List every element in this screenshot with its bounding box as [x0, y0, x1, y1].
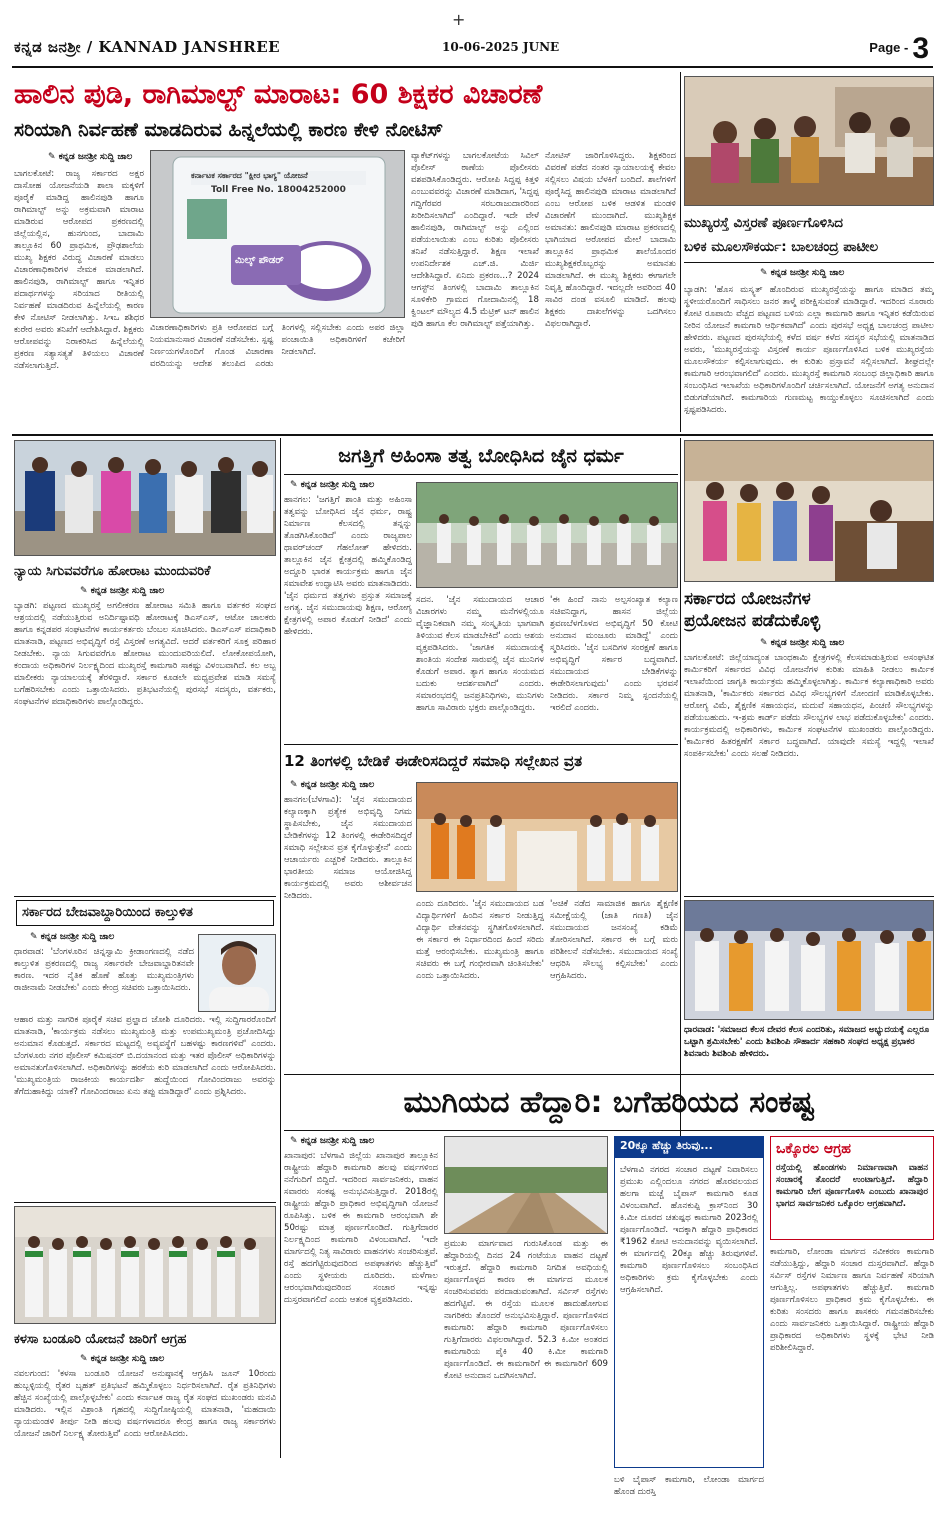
- left-low-body-top: ಧಾರವಾಡ: 'ಬೆಂಗಳೂರಿನ ಚಿನ್ನಸ್ವಾಮಿ ಕ್ರೀಡಾಂಗಣದಲ್ಲಿ ನಡೆದ ಕಾಲ್ತುಳಿತ ಪ್ರಕರಣದಲ್ಲಿ ರಾಜ್ಯ ಸರ್ಕಾರವೇ ಬೇಜವಾಬ್ದಾರಿತನವೇ ಕಾರಣ. ಇದರ ನೈತಿಕ ಹೊಣೆ ಹೊತ್ತು ಮುಖ್ಯಮಂತ್ರಿಗಳು ರಾಜೀನಾಮೆ ನೀಡಬೇಕು' ಎಂದು ಕೇಂದ್ರ ಸಚಿವರು ಒತ್ತಾಯಿಸಿದರು.: [14, 947, 194, 993]
- sidebox-intro: ರಸ್ತೆಯಲ್ಲಿ ಹೊಂಡಗಳು ನಿರ್ಮಾಣವಾಗಿ ವಾಹನ ಸಂಚಾರಕ್ಕೆ ತೊಂದರೆ ಉಂಟಾಗುತ್ತಿದೆ. ಹೆದ್ದಾರಿ ಕಾಮಗಾರಿ ಬೇಗ ಪೂರ್ಣಗೊಳಿಸಿ ಎಂಬುದು ಖಾನಾಪುರ ಭಾಗದ ಸಾರ್ವಜನಿಕರ ಒಕ್ಕೊರಲ ಆಗ್ರಹವಾಗಿದೆ.: [776, 1163, 928, 1209]
- bottom-headline: ಮುಗಿಯದ ಹೆದ್ದಾರಿ: ಬಗೆಹರಿಯದ ಸಂಕಷ್ಟ: [403, 1085, 815, 1120]
- left-low-body: ಆಹಾರ ಮತ್ತು ನಾಗರಿಕ ಪೂರೈಕೆ ಸಚಿವ ಪ್ರಲ್ಹಾದ ಜೋಶಿ ದೂರಿದರು. ಇಲ್ಲಿ ಸುದ್ದಿಗಾರರೊಂದಿಗೆ ಮಾತನಾಡಿ, 'ಕಾರ್ಯಕ್ರಮ ನಡೆಸಲು ಮುಖ್ಯಮಂತ್ರಿ ಮತ್ತು ಉಪಮುಖ್ಯಮಂತ್ರಿ ಪ್ರಚೋದಿಸಿದ್ದು ಅನುಮಾನ ಕೊಡುತ್ತದೆ. ಸರ್ಕಾರದ ಮಟ್ಟದಲ್ಲಿ ಅವ್ಯವಸ್ಥೆಗೆ ಬಹಳಷ್ಟು ಕಾರಣಗಳಿವೆ' ಎಂದರು. ಬೆಂಗಳೂರು ನಗರ ಪೊಲೀಸ್ ಕಮಿಷನರ್ ಬಿ.ದಯಾನಂದ ಮತ್ತು ಇತರ ಪೊಲೀಸ್ ಅಧಿಕಾರಿಗಳನ್ನು ಅಮಾನತುಗೊಳಿಸಲಾಗಿದೆ. ಅಧಿಕಾರಿಗಳನ್ನು ಹರಕೆಯ ಕುರಿ ಮಾಡಲಾಗಿದೆ ಎಂದು ಆರೋಪಿಸಿದರು. 'ಮುಖ್ಯಮಂತ್ರಿಯ ರಾಜಕೀಯ ಕಾರ್ಯದರ್ಶಿ ಹುದ್ದೆಯಿಂದ ಗೋವಿಂದರಾಜು ಅವರನ್ನು ತೆಗೆದುಹಾಕಿದ್ದು ಯಾಕೆ? ಗೋವಿಂದರಾಜು ಏನು ತಪ್ಪು ಮಾಡಿದ್ದಾರೆ' ಎಂದು ಪ್ರಶ್ನಿಸಿದರು.: [14, 1015, 276, 1097]
- sidebox-body: ಕಾಮಗಾರಿ, ಲೋಂಡಾ ಮಾರ್ಗದ ನವೀಕರಣ ಕಾಮಗಾರಿ ನಡೆಯುತ್ತಿದ್ದು, ಹೆದ್ದಾರಿ ಸಂಚಾರ ದುಸ್ತರವಾಗಿದೆ. ಹೆದ್ದಾರಿ ಸರ್ವಿಸ್ ರಸ್ತೆಗಳ ನಿರ್ಮಾಣ ಹಾಗೂ ನಿರ್ವಹಣೆ ಸರಿಯಾಗಿ ಆಗುತ್ತಿಲ್ಲ. ಅಪಘಾತಗಳು ಹೆಚ್ಚುತ್ತಿವೆ. ಕಾಮಗಾರಿ ಪೂರ್ಣಗೊಳಿಸಲು ಪ್ರಾಧಿಕಾರ ಕ್ರಮ ಕೈಗೊಳ್ಳಬೇಕು. ಈ ಕುರಿತು ಸಂಸದರು ಹಾಗೂ ಶಾಸಕರು ಗಮನಹರಿಸಬೇಕು ಎಂದು ಸಾರ್ವಜನಿಕರು ಒತ್ತಾಯಿಸಿದ್ದಾರೆ. ರಾಷ್ಟ್ರೀಯ ಹೆದ್ದಾರಿ ಪ್ರಾಧಿಕಾರದ ಅಧಿಕಾರಿಗಳು ಸ್ಥಳಕ್ಕೆ ಭೇಟಿ ನೀಡಿ ಪರಿಶೀಲಿಸಿದ್ದಾರೆ.: [770, 1247, 934, 1353]
- center-low-headline: 12 ತಿಂಗಳಲ್ಲಿ ಬೇಡಿಕೆ ಈಡೇರಿಸದಿದ್ದರೆ ಸಮಾಧಿ ಸಲ್ಲೇಖನ ವ್ರತ: [284, 752, 583, 770]
- side-top-body: ಬ್ಯಾಡಗಿ: 'ಹೊಸ ಮಸ್ಕ್ಯತ್ ಹೊಂದಿರುವ ಮುಖ್ಯರಸ್ತೆಯನ್ನು ಹಾಗೂ ಮಾಡಿದ ತಮ್ಮ ಸ್ಥಳೀಯರೊಂದಿಗೆ ಸಾಧಿಸಲು ಜನರ ತಾಳ್ಮೆ ಪರೀಕ್ಷಿಸುವಂತೆ ಮಾಡಿದ್ದಾರೆ. ಇದರಿಂದ ನೂರಾರು ಕೋಟಿ ರೂಪಾಯಿ ವೆಚ್ಚದ ಪಟ್ಟಣದ ಬಳಿಯ ಎಲ್ಲಾ ಕಾಮಗಾರಿ ಹಾಗೂ ಇನ್ನಿತರ ಕಡೆಯಿರುವ ನೀರಿನ ಯೋಜನೆ ಕಾಮಗಾರಿ ಆರ್ಥಿಕವಾಗಿದೆ' ಎಂದು ಪುರಸಭೆ ಅಧ್ಯಕ್ಷ ಬಾಲಚಂದ್ರ ಪಾಟೀಲ ಹೇಳಿದರು. ಪಟ್ಟಣದ ಪುರಸಭೆಯಲ್ಲಿ ಕಳೆದ ವರ್ಷ ಕಳೆದ ಸದಸ್ಯರ ಸಭೆಯಲ್ಲಿ ಮಾತನಾಡಿದ ಅವರು, 'ಮುಖ್ಯರಸ್ತೆಯನ್ನು ವಿಸ್ತರಣೆ ಕಾರ್ಯ ಪೂರ್ಣಗೊಳಿಸಿದ ಬಳಿಕ ಮುಖ್ಯರಸ್ತೆಯ ಮೂಲಸೌಕರ್ಯ ಕಲ್ಪಿಸಲಾಗುವುದು. ಈ ಕುರಿತು ಪ್ರಸ್ತಾವನೆ ಸಲ್ಲಿಸಲಾಗಿದೆ. ಶೀಘ್ರದಲ್ಲೇ ಕಾಮಗಾರಿ ಆರಂಭವಾಗಲಿದೆ' ಎಂದರು. ಮುಖ್ಯರಸ್ತೆ ಕಾಮಗಾರಿ ಸಂಬಂಧ ಜಿಲ್ಲಾಧಿಕಾರಿ ಹಾಗೂ ಸಂಬಂಧಿಸಿದ ಇಲಾಖೆಯ ಅಧಿಕಾರಿಗಳೊಂದಿಗೆ ಚರ್ಚಿಸಲಾಗಿದೆ. ಯೋಜನೆಗೆ ಅಗತ್ಯ ಅನುದಾನ ಬಿಡುಗಡೆಯಾಗಿದೆ. ಕಾಮಗಾರಿಯ ಗುಣಮಟ್ಟ ಕಾಯ್ದುಕೊಳ್ಳಲು ಸೂಚಿಸಲಾಗಿದೆ ಎಂದು ಸ್ಪಷ್ಟಪಡಿಸಿದರು.: [684, 285, 934, 415]
- procession-photo: [416, 482, 678, 588]
- bottom-column-1: ಖಾನಾಪುರ: ಬೆಳಗಾವಿ ಜಿಲ್ಲೆಯ ಖಾನಾಪುರ ತಾಲ್ಲೂಕಿನ ರಾಷ್ಟ್ರೀಯ ಹೆದ್ದಾರಿ ಕಾಮಗಾರಿ ಹಲವು ವರ್ಷಗಳಿಂದ ನನೆಗುದಿಗೆ ಬಿದ್ದಿದೆ. ಇದರಿಂದ ಸಾರ್ವಜನಿಕರು, ವಾಹನ ಸವಾರರು ಸಂಕಷ್ಟ ಅನುಭವಿಸುತ್ತಿದ್ದಾರೆ. 2018ರಲ್ಲಿ ರಾಷ್ಟ್ರೀಯ ಹೆದ್ದಾರಿ ಪ್ರಾಧಿಕಾರ ಅಭಿವೃದ್ಧಿಗಾಗಿ ಯೋಜನೆ ರೂಪಿಸಿತ್ತು. ಬಳಿಕ ಈ ಕಾಮಗಾರಿ ಆರಂಭವಾಗಿ ಶೇ 50ರಷ್ಟು ಮಾತ್ರ ಪೂರ್ಣಗೊಂಡಿದೆ. ಗುತ್ತಿಗೆದಾರರ ನಿರ್ಲಕ್ಷ್ಯದಿಂದ ಕಾಮಗಾರಿ ವಿಳಂಬವಾಗಿದೆ. 'ಇದೇ ಮಾರ್ಗದಲ್ಲಿ ನಿತ್ಯ ಸಾವಿರಾರು ವಾಹನಗಳು ಸಂಚರಿಸುತ್ತವೆ. ರಸ್ತೆ ಹದಗೆಟ್ಟಿರುವುದರಿಂದ ಅಪಘಾತಗಳು ಹೆಚ್ಚುತ್ತಿವೆ' ಎಂದು ಸ್ಥಳೀಯರು ದೂರಿದರು. ಮಳೆಗಾಲ ಆರಂಭವಾಗಿರುವುದರಿಂದ ಸಂಚಾರ ಇನ್ನಷ್ಟು ದುಸ್ತರವಾಗಲಿದೆ ಎಂದು ಆತಂಕ ವ್ಯಕ್ತಪಡಿಸಿದರು.: [284, 1151, 438, 1305]
- lead-column-4: ನೋಟಿಸ್ ಜಾರಿಗೊಳಿಸಿದ್ದರು. ಶಿಕ್ಷಕರಿಂದ ವಿವರಣೆ ಪಡೆದ ನಂತರ ನ್ಯಾಯಾಲಯಕ್ಕೆ ಕೇವಲ ಸಲ್ಲಿಸಲು ವಿಷಯ ಬೆಳಕಿಗೆ ಬಂದಿದೆ. ಶಾಲೆಗಳಿಗೆ ಪೂರೈಸಿದ್ದ ಹಾಲಿನಪುಡಿ ಮಾರಾಟ ಮಾಡಲಾಗಿದೆ ಎಂಬ ಆರೋಪ ಬಳಿಕ ಆಡಳಿತ ಮಂಡಳಿ ವಿಚಾರಣೆಗೆ ಮುಂದಾಗಿದೆ. ಮುಖ್ಯಶಿಕ್ಷಕ ಅಮಾನತು: ಹಾಲಿನಪುಡಿ ಮಾರಾಟ ಪ್ರಕರಣದಲ್ಲಿ ಭಾಗಿಯಾದ ಆರೋಪದ ಮೇಲೆ ಬಾದಾಮಿ ತಾಲ್ಲೂಕಿನ ಪ್ರಾಥಮಿಕ ಶಾಲೆಯೊಂದರ ಮುಖ್ಯಶಿಕ್ಷಕರೊಬ್ಬರನ್ನು ಅಮಾನತು ಮಾಡಲಾಗಿದೆ. ಈ ಮುಖ್ಯ ಶಿಕ್ಷಕರು ಈಗಾಗಲೇ ನಿವೃತ್ತಿ ಹೊಂದಿದ್ದಾರೆ. ಇದಲ್ಲದೇ ಅವರಿಂದ 40 ಸಾವಿರ ದಂಡ ವಸೂಲಿ ಮಾಡಿದೆ. ಹಲವು ಶಿಕ್ಷಕರು ದಾಖಲೆಗಳನ್ನು ಒದಗಿಸಲು ವಿಫಲರಾಗಿದ್ದಾರೆ.: [545, 151, 676, 329]
- left-mid-body: ಬ್ಯಾಡಗಿ: ಪಟ್ಟಣದ ಮುಖ್ಯರಸ್ತೆ ಅಗಲೀಕರಣ ಹೋರಾಟ ಸಮಿತಿ ಹಾಗೂ ವರ್ತಕರ ಸಂಘದ ಆಶ್ರಯದಲ್ಲಿ ನಡೆಯುತ್ತಿರುವ ಅನಿರ್ದಿಷ್ಟಾವಧಿ ಹೋರಾಟಕ್ಕೆ ಡಿಎಸ್‌ಎಸ್, ಆಟೋ ಚಾಲಕರು ಹಾಗೂ ಕನ್ನಡಪರ ಸಂಘಟನೆಗಳ ಕಾರ್ಯಕರ್ತರು ಬೆಂಬಲ ಸೂಚಿಸಿದರು. ಡಿಎಸ್‌ಎಸ್ ಪದಾಧಿಕಾರಿ ಮಾತನಾಡಿ, ಪಟ್ಟಣದ ಅಭಿವೃದ್ಧಿಗೆ ರಸ್ತೆ ವಿಸ್ತರಣೆ ಅಗತ್ಯವಿದೆ. ಆದರೆ ವರ್ತಕರಿಗೆ ಸೂಕ್ತ ಪರಿಹಾರ ನೀಡಬೇಕು. ನ್ಯಾಯ ಸಿಗುವವರೆಗೂ ಹೋರಾಟ ಮುಂದುವರಿಯಲಿದೆ. ಲೋಕೋಪಯೋಗಿ, ಕಂದಾಯ ಅಧಿಕಾರಿಗಳ ನಿರ್ಲಕ್ಷ್ಯದಿಂದ ಮುಖ್ಯರಸ್ತೆ ಕಾಮಗಾರಿ ಸಾಕಷ್ಟು ವಿಳಂಬವಾಗಿದೆ. ಕಲ ಅಬ್ಬ ಮಾಲೀಕರು ನ್ಯಾಯಾಲಯಕ್ಕೆ ತೆರಳಿದ್ದಾರೆ. ಸರ್ಕಾರ ಕೂಡಲೇ ಮಧ್ಯಪ್ರವೇಶ ಮಾಡಿ ಸಮಸ್ಯೆ ಬಗೆಹರಿಸಬೇಕು ಎಂದು ಒತ್ತಾಯಿಸಿದರು. ಪ್ರತಿಭಟನೆಯಲ್ಲಿ ಪುರಸಭೆ ಸದಸ್ಯರು, ವರ್ತಕರು, ಸಂಘಟನೆಗಳ ಪದಾಧಿಕಾರಿಗಳು ಪಾಲ್ಗೊಂಡಿದ್ದರು.: [14, 601, 276, 707]
- milk-powder-packet-photo: [150, 150, 405, 318]
- registration-mark: +: [452, 10, 466, 29]
- farmers-group-illustration: [15, 1207, 276, 1324]
- lamp-lighting-photo: [684, 900, 934, 1020]
- center-rule-2: [284, 744, 678, 745]
- procession-illustration: [417, 483, 678, 588]
- lead-headline: ಹಾಲಿನ ಪುಡಿ, ರಾಗಿಮಾಲ್ಟ್ ಮಾರಾಟ: 60 ಶಿಕ್ಷಕರ ವಿಚಾರಣೆ: [14, 79, 543, 110]
- newspaper-brand: ಕನ್ನಡ ಜನಶ್ರೀ / KANNAD JANSHREE: [14, 38, 281, 56]
- minister-portrait-illustration: [199, 935, 276, 1012]
- masthead-rule: [12, 66, 933, 68]
- right-mid-headline-1: ಸರ್ಕಾರದ ಯೋಜನೆಗಳ: [684, 589, 811, 609]
- side-top-rule: [684, 262, 934, 263]
- infobox-footer: ಬಳಿ ಬೈಪಾಸ್ ಕಾಮಗಾರಿ, ಲೋಂಡಾ ಮಾರ್ಗದ ಹೊಂಡ ದುರಸ್ತಿ: [614, 1475, 764, 1497]
- masthead: [12, 32, 933, 65]
- lamp-photo-caption: ಧಾರವಾಡ: 'ಸಮಾಜದ ಕೆಲಸ ದೇವರ ಕೆಲಸ ಎಂದರಿತು, ಸಮಾಜದ ಅಭ್ಯುದಯಕ್ಕೆ ಎಲ್ಲರೂ ಒಟ್ಟಾಗಿ ಶ್ರಮಿಸಬೇಕು' ಎಂದು ಶಿವಶಿಂಪಿ ಸೌಹಾರ್ದ ಸಹಕಾರಿ ಸಂಘದ ಅಧ್ಯಕ್ಷ ಪ್ರಭಾಕರ ಶಿವನಾರು ಶಿವಶಿಂಪಿ ಹೇಳಿದರು.: [684, 1025, 930, 1059]
- bottom-headline-rule: [284, 1130, 934, 1131]
- left-bottom-headline: ಕಳಸಾ ಬಂಡೂರಿ ಯೋಜನೆ ಜಾರಿಗೆ ಆಗ್ರಹ: [14, 1332, 187, 1347]
- infobox-title: 20ಕ್ಕೂ ಹೆಚ್ಚು ತಿರುವು...: [620, 1139, 713, 1152]
- labour-camp-photo: [684, 440, 934, 582]
- left-low-headline: ಸರ್ಕಾರದ ಬೇಜವಾಬ್ದಾರಿಯಿಂದ ಕಾಲ್ತುಳಿತ: [22, 905, 193, 920]
- farmers-group-photo: [14, 1206, 276, 1324]
- protest-photo: [14, 440, 276, 556]
- bottom-byline: ✎ ಕನ್ನಡ ಜನಶ್ರೀ ಸುದ್ದಿ ಜಾಲ: [290, 1136, 374, 1146]
- center-low-column-2: ಎಂದು ದೂರಿದರು. 'ಜೈನ ಸಮುದಾಯದ ಬಡ ವಿದ್ಯಾರ್ಥಿಗಳಿಗೆ ಹಿಂದಿನ ಸರ್ಕಾರ ನೀಡುತ್ತಿದ್ದ ವಿದ್ಯಾರ್ಥಿ ವೇತನವನ್ನು ಸ್ಥಗಿತಗೊಳಿಸಲಾಗಿದೆ. ಈ ಸರ್ಕಾರ ಈ ನಿರ್ಧಾರದಿಂದ ಹಿಂದೆ ಸರಿದು ಮತ್ತೆ ಆರಂಭಿಸಬೇಕು. ಮುಖ್ಯಮಂತ್ರಿ ಹಾಗೂ ಸಚಿವರು ಈ ಬಗ್ಗೆ ಗಂಭೀರವಾಗಿ ಚಿಂತಿಸಬೇಕು' ಎಂದು ಒತ್ತಾಯಿಸಿದರು.: [416, 899, 544, 981]
- bottom-column-2: ಪ್ರಮುಖ ಮಾರ್ಗವಾದ ಗುರುಸಿಕೊಂಡ ಮತ್ತು ಈ ಹೆದ್ದಾರಿಯಲ್ಲಿ ದಿನದ 24 ಗಂಟೆಯೂ ವಾಹನ ದಟ್ಟಣೆ ಇರುತ್ತದೆ. ಹೆದ್ದಾರಿ ಕಾಮಗಾರಿ ನಿಗದಿತ ಅವಧಿಯಲ್ಲಿ ಪೂರ್ಣಗೊಳ್ಳದ ಕಾರಣ ಈ ಮಾರ್ಗದ ಮೂಲಕ ಸಂಚರಿಸುವವರು ಪರದಾಡುವಂತಾಗಿದೆ. ಸರ್ವಿಸ್ ರಸ್ತೆಗಳು ಹದಗೆಟ್ಟಿವೆ. ಈ ರಸ್ತೆಯ ಮೂಲಕ ಹಾದುಹೋಗುವ ನಾಗರಿಕರು ತೊಂದರೆ ಅನುಭವಿಸುತ್ತಿದ್ದಾರೆ. ಪೂರ್ಣಗೊಳಿಸದ ಕಾಮಗಾರಿ: ಹೆದ್ದಾರಿ ಕಾಮಗಾರಿ ಪೂರ್ಣಗೊಳಿಸಲು ಗುತ್ತಿಗೆದಾರರು ವಿಫಲರಾಗಿದ್ದಾರೆ. 52.3 ಕಿ.ಮೀ ಅಂತರದ ಕಾಮಗಾರಿಯ ಪೈಕಿ 40 ಕಿ.ಮೀ ಕಾಮಗಾರಿ ಪೂರ್ಣಗೊಂಡಿದೆ. ಈ ಕಾಮಗಾರಿಗೆ ಈ ಕಾಮಗಾರಿಗೆ 609 ಕೋಟಿ ಅನುದಾನ ಒದಗಿಸಲಾಗಿದೆ.: [444, 1239, 608, 1381]
- right-rule-2: [684, 896, 934, 897]
- left-low-byline: ✎ ಕನ್ನಡ ಜನಶ್ರೀ ಸುದ್ದಿ ಜಾಲ: [30, 932, 114, 942]
- lead-byline: ✎ ಕನ್ನಡ ಜನಶ್ರೀ ಸುದ್ದಿ ಜಾಲ: [48, 152, 132, 162]
- page-number: Page - 3: [869, 32, 929, 65]
- packet-tollfree-text: Toll Free No. 18004252000: [211, 185, 346, 195]
- center-low-column-3: 'ಅಚಿಕೆ ನಡೆದ ಸಾಮಾಜಿಕ ಹಾಗೂ ಶೈಕ್ಷಣಿಕ ಸಮೀಕ್ಷೆಯಲ್ಲಿ (ಜಾತಿ ಗಣತಿ) ಜೈನ ಸಮುದಾಯದ ಜನಸಂಖ್ಯೆ ಕಡಿಮೆ ತೋರಿಸಲಾಗಿದೆ. ಸರ್ಕಾರ ಈ ಬಗ್ಗೆ ಮರು ಪರಿಶೀಲನೆ ನಡೆಸಬೇಕು. ಸಮುದಾಯದ ಸಂಖ್ಯೆ ಆಧರಿಸಿ ಸೌಲಭ್ಯ ಕಲ್ಪಿಸಬೇಕು' ಎಂದು ಆಗ್ರಹಿಸಿದರು.: [550, 899, 678, 981]
- center-mid-column-3: 'ಈ ಹಿಂದೆ ನಾನು ಅಲ್ಪಸಂಖ್ಯಾತ ಕಲ್ಯಾಣ ಸಚಿವನಿದ್ದಾಗ, ಹಾಸನ ಜಿಲ್ಲೆಯ ಶ್ರವಣಬೆಳಗೊಳದ ಅಭಿವೃದ್ಧಿಗೆ 50 ಕೋಟಿ ಅನುದಾನ ಮಂಜೂರು ಮಾಡಿದ್ದೆ' ಎಂದು ಸ್ಮರಿಸಿದರು. 'ಜೈನ ಬಸದಿಗಳ ಸಂರಕ್ಷಣೆ ಹಾಗೂ ಅಭಿವೃದ್ಧಿಗೆ ಸರ್ಕಾರ ಬದ್ಧವಾಗಿದೆ. ಸಮುದಾಯದ ಬೇಡಿಕೆಗಳನ್ನು ಈಡೇರಿಸಲಾಗುವುದು' ಎಂದು ಭರವಸೆ ನೀಡಿದರು. ಸರ್ಕಾರ ನಿಮ್ಮ ಸ್ಪಂದನೆಯಲ್ಲಿ ಇರಲಿದೆ ಎಂದರು.: [550, 595, 678, 713]
- infobox-body: ಬೆಳಗಾವಿ ನಗರದ ಸಂಚಾರ ದಟ್ಟಣೆ ನಿವಾರಿಸಲು ಪ್ರಮುಖ ಎಲ್ಲಿಂದಲೂ ನಗರದ ಹೊರವಲಯದ ಹಲಗಾ ಮಚ್ಚೆ ಬೈಪಾಸ್ ಕಾಮಗಾರಿ ಕೂಡ ವಿಳಂಬವಾಗಿದೆ. ಹೊನಕುಪ್ಪಿ ಕ್ರಾಸ್‌ನಿಂದ 30 ಕಿ.ಮೀ ದೂರದ ಚತುಷ್ಪಥ ಕಾಮಗಾರಿ 2023ರಲ್ಲಿ ಪೂರ್ಣಗೊಂಡಿದೆ. ಇದಕ್ಕಾಗಿ ಹೆದ್ದಾರಿ ಪ್ರಾಧಿಕಾರದ ₹1962 ಕೋಟಿ ಅನುದಾನವನ್ನು ವ್ಯಯಿಸಲಾಗಿದೆ. ಈ ಮಾರ್ಗದಲ್ಲಿ 20ಕ್ಕೂ ಹೆಚ್ಚು ತಿರುವುಗಳಿವೆ. ಕಾಮಗಾರಿ ಪೂರ್ಣಗೊಳಿಸಲು ಸಂಬಂಧಿಸಿದ ಅಧಿಕಾರಿಗಳು ಕ್ರಮ ಕೈಗೊಳ್ಳಬೇಕು ಎಂದು ಆಗ್ರಹಿಸಲಾಗಿದೆ.: [620, 1165, 758, 1295]
- column-rule: [680, 438, 681, 1150]
- lead-subhead: ಸರಿಯಾಗಿ ನಿರ್ವಹಣೆ ಮಾಡದಿರುವ ಹಿನ್ನಲೆಯಲ್ಲಿ ಕಾರಣ ಕೇಳಿ ನೋಟಿಸ್: [14, 119, 444, 141]
- center-mid-column-1: ಹಾನಗಲ: 'ಜಗತ್ತಿಗೆ ಶಾಂತಿ ಮತ್ತು ಅಹಿಂಸಾ ತತ್ವವನ್ನು ಬೋಧಿಸಿದ ಜೈನ ಧರ್ಮ, ರಾಷ್ಟ್ರ ನಿರ್ಮಾಣ ಕೆಲಸದಲ್ಲಿ ತನ್ನನ್ನು ತೊಡಗಿಸಿಕೊಂಡಿದೆ' ಎಂದು ರಾಜ್ಯಪಾಲ ಥಾವರ್‌ಚಂದ್ ಗೆಹಲೋತ್ ಹೇಳಿದರು. ತಾಲ್ಲೂಕಿನ ಜೈನ ಕ್ಷೇತ್ರದಲ್ಲಿ ಹಮ್ಮಿಕೊಂಡಿದ್ದ ಅದ್ದೂರಿ ಭಾರತ ಕಾರ್ಯಕ್ರಮ ಹಾಗೂ ಜೈನ ಸಮಾವೇಶ ಉದ್ಘಾಟಿಸಿ ಅವರು ಮಾತನಾಡಿದರು. 'ಜೈನ ಧರ್ಮದ ತತ್ವಗಳು ಪ್ರಸ್ತುತ ಸಮಾಜಕ್ಕೆ ಅಗತ್ಯ. ಜೈನ ಸಮುದಾಯವು ಶಿಕ್ಷಣ, ಆರೋಗ್ಯ ಕ್ಷೇತ್ರಗಳಲ್ಲಿ ಅಪಾರ ಕೊಡುಗೆ ನೀಡಿದೆ' ಎಂದು ಹೇಳಿದರು.: [284, 495, 412, 637]
- right-mid-body: ಬಾಗಲಕೋಟೆ: ಜಿಲ್ಲೆಯಾದ್ಯಂತ ಬಾಂಧಕಾಮಿ ಕ್ಷೇತ್ರಗಳಲ್ಲಿ ಕೆಲಸಮಾಡುತ್ತಿರುವ ಅಸಂಘಟಿತ ಕಾರ್ಮಿಕರಿಗೆ ಸರ್ಕಾರದ ವಿವಿಧ ಯೋಜನೆಗಳ ಕುರಿತು ಮಾಹಿತಿ ನೀಡಲು ಕಾರ್ಮಿಕ ಇಲಾಖೆಯಿಂದ ಜಾಗೃತಿ ಕಾರ್ಯಕ್ರಮ ಹಮ್ಮಿಕೊಳ್ಳಲಾಗಿತ್ತು. ಕಾರ್ಮಿಕ ಕಲ್ಯಾಣಾಧಿಕಾರಿ ಅವರು ಮಾತನಾಡಿ, 'ಕಾರ್ಮಿಕರು ಸರ್ಕಾರದ ವಿವಿಧ ಸೌಲಭ್ಯಗಳಿಗೆ ನೋಂದಣಿ ಮಾಡಿಕೊಳ್ಳಬೇಕು. ಆರೋಗ್ಯ ವಿಮೆ, ಶೈಕ್ಷಣಿಕ ಸಹಾಯಧನ, ಮದುವೆ ಸಹಾಯಧನ, ಪಿಂಚಣಿ ಸೌಲಭ್ಯಗಳನ್ನು ಪಡೆಯಬಹುದು. ಇ-ಶ್ರಮ ಕಾರ್ಡ್ ಪಡೆದು ಸೌಲಭ್ಯಗಳ ಲಾಭ ಪಡೆದುಕೊಳ್ಳಬೇಕು' ಎಂದರು. ಕಾರ್ಯಕ್ರಮದಲ್ಲಿ ಅಧಿಕಾರಿಗಳು, ಕಾರ್ಮಿಕ ಸಂಘಟನೆಗಳ ಮುಖಂಡರು ಪಾಲ್ಗೊಂಡಿದ್ದರು. 'ಕಾರ್ಮಿಕರ ಹಿತರಕ್ಷಣೆಗೆ ಸರ್ಕಾರ ಬದ್ಧವಾಗಿದೆ. ಯಾವುದೇ ಸಮಸ್ಯೆ ಇದ್ದಲ್ಲಿ ಇಲಾಖೆ ಸಂಪರ್ಕಿಸಬೇಕು' ಎಂದು ಸಲಹೆ ನೀಡಿದರು.: [684, 653, 934, 759]
- center-mid-headline: ಜಗತ್ತಿಗೆ ಅಹಿಂಸಾ ತತ್ವ ಬೋಧಿಸಿದ ಜೈನ ಧರ್ಮ: [338, 445, 624, 467]
- meeting-photo: [684, 76, 934, 206]
- labour-camp-illustration: [685, 441, 934, 582]
- lead-column-3: ವ್ಯಾಕೆಟ್‌ಗಳನ್ನು ಬಾಗಲಕೋಟೆಯ ಸಿವಿಲ್ ಪೊಲೀಸ್ ಠಾಣೆಯ ಪೊಲೀಸರು ವಶಪಡಿಸಿಕೊಂಡಿದ್ದರು. ಆರೋಪಿ ಸಿದ್ದಪ್ಪ ಕಿತ್ತಳಿ ಎಂಬುವವರನ್ನು ವಿಚಾರಣೆ ಮಾಡಿದಾಗ, 'ಸಿದ್ದಪ್ಪ ಗದ್ದಿಗೆರವರ ಸರಬರಾಜುದಾರರಿಂದ ಖರೀದಿಸಲಾಗಿದೆ' ಎಂದಿದ್ದಾರೆ. ಇದೇ ವೇಳೆ ಹಾಲಿನಪುಡಿ, ರಾಗಿಮಾಲ್ಟ್ ಅನ್ನು ಎಲ್ಲಿಂದ ಪಡೆಯಲಾಯಿತು ಎಂಬ ಕುರಿತು ಪೊಲೀಸರು ತನಿಖೆ ನಡೆಸುತ್ತಿದ್ದಾರೆ. ಶಿಕ್ಷಣ ಇಲಾಖೆ ಉಪನಿರ್ದೇಶಕ ಎಚ್.ಜಿ. ಮಿರ್ಜಿ ಆದೇಶಿಸಿದ್ದಾರೆ. ಏನಿದು ಪ್ರಕರಣ...? 2024 ಆಗಸ್ಟ್‌ನ ತಿಂಗಳಲ್ಲಿ ಬಾದಾಮಿ ತಾಲ್ಲೂಕಿನ ಸೂಳಿಕೇರಿ ಗ್ರಾಮದ ಗೋದಾಮಿನಲ್ಲಿ 18 ಕ್ವಿಂಟಲ್ ಮೌಲ್ಯದ 4.5 ಮೆಟ್ರಿಕ್ ಟನ್ ಹಾಲಿನ ಪುಡಿ ಹಾಗೂ ಕೆಲ ರಾಗಿಮಾಲ್ಟ್ ಪತ್ತೆಯಾಗಿತ್ತು.: [411, 151, 539, 329]
- lead-column-2: ವಿಚಾರಣಾಧಿಕಾರಿಗಳು ಪ್ರತಿ ಆರೋಪದ ಬಗ್ಗೆ ನಿಯಮಾನುಸಾರ ವಿಚಾರಣೆ ನಡೆಸಬೇಕು. ಸ್ಪಷ್ಟ ನಿರ್ಣಯಗಳೊಂದಿಗೆ ಗೊಂಡ ವಿಚಾರಣಾ ವರದಿಯನ್ನು ಆದೇಶ ತಲುಪಿದ ಎರಡು ತಿಂಗಳಲ್ಲಿ ಸಲ್ಲಿಸಬೇಕು ಎಂದು ಅಪರ ಜಿಲ್ಲಾ ಪಂಚಾಯಿತಿ ಅಧಿಕಾರಿಗಳಿಗೆ ಕಚೇರಿಗೆ ನೀಡಲಾಗಿದೆ.: [150, 323, 405, 369]
- column-rule: [680, 72, 681, 432]
- right-mid-headline-2: ಪ್ರಯೋಜನ ಪಡೆದುಕೊಳ್ಳಿ: [684, 611, 821, 631]
- center-low-byline: ✎ ಕನ್ನಡ ಜನಶ್ರೀ ಸುದ್ದಿ ಜಾಲ: [290, 780, 374, 790]
- protest-illustration: [15, 441, 276, 556]
- minister-portrait: [198, 934, 276, 1012]
- meeting-illustration: [685, 77, 934, 206]
- highway-photo: [444, 1136, 608, 1234]
- center-low-column-1: ಹಾನಗಲ(ಬೆಳಗಾವಿ): 'ಜೈನ ಸಮುದಾಯದ ಕಲ್ಯಾಣಕ್ಕಾಗಿ ಪ್ರತ್ಯೇಕ ಅಭಿವೃದ್ಧಿ ನಿಗಮ ಸ್ಥಾಪಿಸಬೇಕು, ಜೈನ ಸಮುದಾಯದ ಬೇಡಿಕೆಗಳನ್ನು 12 ತಿಂಗಳಲ್ಲಿ ಈಡೇರಿಸದಿದ್ದರೆ ಸಮಾಧಿ ಸಲ್ಲೇಖನ ವ್ರತ ಕೈಗೊಳ್ಳುತ್ತೇನೆ' ಎಂದು ಆಚಾರ್ಯರು ಎಚ್ಚರಿಕೆ ನೀಡಿದರು. ತಾಲ್ಲೂಕಿನ ಭಾರತೀಯ ಸಮಾಜ ಆಯೋಜಿಸಿದ್ದ ಕಾರ್ಯಕ್ರಮದಲ್ಲಿ ಅವರು ಆಶೀರ್ವಚನ ನೀಡಿದರು.: [284, 795, 412, 901]
- packet-product-text: ಮಿಲ್ಕ್ ಪೌಡರ್: [235, 255, 284, 266]
- sidebox-title: ಒಕ್ಕೊರಲ ಆಗ್ರಹ: [776, 1141, 851, 1157]
- side-top-headline-2: ಬಳಿಕ ಮೂಲಸೌಕರ್ಯ: ಬಾಲಚಂದ್ರ ಪಾಟೀಲ: [684, 239, 879, 255]
- center-mid-rule: [284, 474, 678, 475]
- center-mid-byline: ✎ ಕನ್ನಡ ಜನಶ್ರೀ ಸುದ್ದಿ ಜಾಲ: [290, 480, 374, 490]
- lead-column-1: ಬಾಗಲಕೋಟೆ: ರಾಜ್ಯ ಸರ್ಕಾರದ ಅಕ್ಷರ ದಾಸೋಹ ಯೋಜನೆಯಡಿ ಶಾಲಾ ಮಕ್ಕಳಿಗೆ ಪೂರೈಕೆ ಮಾಡಿದ್ದ ಹಾಲಿನಪುಡಿ ಹಾಗೂ ರಾಗಿಮಾಲ್ಟ್ ಅನ್ನು ಅಕ್ರಮವಾಗಿ ಮಾರಾಟ ಮಾಡಿರುವ ಆರೋಪದ ಪ್ರಕರಣದಲ್ಲಿ ಜಿಲ್ಲೆಯಲ್ಲಿನ, ಹುನಗುಂದ, ಬಾದಾಮಿ ತಾಲ್ಲೂಕಿನ 60 ಪ್ರಾಥಮಿಕ, ಪ್ರೌಢಶಾಲೆಯ ಮುಖ್ಯ ಶಿಕ್ಷಕರ ವಿರುದ್ಧ ವಿಚಾರಣೆ ಮಾಡಲು ವಿಚಾರಣಾಧಿಕಾರಿಗಳ ನೇಮಕ ಮಾಡಲಾಗಿದೆ. ಹಾಲಿನಪುಡಿ, ರಾಗಿಮಾಲ್ಟ್ ಹಾಗೂ ಇನ್ನಿತರ ಪದಾರ್ಥಗಳನ್ನು ಸರಿಯಾದ ರೀತಿಯಲ್ಲಿ ನಿರ್ವಹಣೆ ಮಾಡದಿರುವ ಹಿನ್ನೆಲೆಯಲ್ಲಿ ಕಾರಣ ಕೇಳಿ ನೋಟಿಸ್ ನೀಡಲಾಗಿತ್ತು. ಸಿಇಒ ಶಶಿಧರ ಕುರೇರ ಅವರು ತನಿಖೆಗೆ ಆದೇಶಿಸಿದ್ದಾರೆ. ಶಿಕ್ಷಕರು ಆರೋಪವನ್ನು ನಿರಾಕರಿಸಿದ ಹಿನ್ನೆಲೆಯಲ್ಲಿ ಪ್ರಕರಣ ಸತ್ಯಾಸತ್ಯತೆ ತಿಳಿಯಲು ವಿಚಾರಣೆ ನಡೆಸಲಾಗುತ್ತಿದೆ.: [14, 169, 144, 371]
- column-rule: [280, 438, 281, 1458]
- religious-event-photo: [416, 782, 678, 892]
- lamp-lighting-illustration: [685, 901, 934, 1020]
- left-mid-byline: ✎ ಕನ್ನಡ ಜನಶ್ರೀ ಸುದ್ದಿ ಜಾಲ: [80, 586, 164, 596]
- side-top-byline: ✎ ಕನ್ನಡ ಜನಶ್ರೀ ಸುದ್ದಿ ಜಾಲ: [760, 268, 844, 278]
- left-rule-3: [14, 1202, 276, 1203]
- packet-scheme-text: ಕರ್ನಾಟಕ ಸರ್ಕಾರದ "ಕ್ಷೀರ ಭಾಗ್ಯ" ಯೋಜನೆ: [191, 171, 308, 180]
- highway-illustration: [445, 1137, 608, 1234]
- side-top-headline-1: ಮುಖ್ಯರಸ್ತೆ ವಿಸ್ತರಣೆ ಪೂರ್ಣಗೊಳಿಸಿದ: [684, 215, 844, 231]
- bottom-section-rule: [284, 1074, 934, 1075]
- religious-event-illustration: [417, 783, 678, 892]
- left-rule-2: [14, 896, 276, 897]
- left-bottom-body: ನವಲಗುಂದ: 'ಕಳಸಾ ಬಂಡೂರಿ ಯೋಜನೆ ಅನುಷ್ಠಾನಕ್ಕೆ ಆಗ್ರಹಿಸಿ ಜೂನ್ 10ರಂದು ಹುಬ್ಬಳ್ಳಿಯಲ್ಲಿ ರೈತರ ಬೃಹತ್ ಪ್ರತಿಭಟನೆ ಹಮ್ಮಿಕೊಳ್ಳಲು ನಿರ್ಧರಿಸಲಾಗಿದೆ. ರೈತ ಪ್ರತಿನಿಧಿಗಳು ಹೆಚ್ಚಿನ ಸಂಖ್ಯೆಯಲ್ಲಿ ಪಾಲ್ಗೊಳ್ಳಬೇಕು' ಎಂದು ಕರ್ನಾಟಕ ರಾಜ್ಯ ರೈತ ಸಂಘದ ಮುಖಂಡರು ಮನವಿ ಮಾಡಿದರು. ಇಲ್ಲಿನ ವಿಶ್ರಾಂತಿ ಗೃಹದಲ್ಲಿ ಸುದ್ದಿಗೋಷ್ಠಿಯಲ್ಲಿ ಮಾತನಾಡಿ, 'ಮಹದಾಯಿ ನ್ಯಾಯಮಂಡಳಿ ತೀರ್ಪು ನೀಡಿ ಹಲವು ವರ್ಷಗಳಾದರೂ ಕೇಂದ್ರ ಹಾಗೂ ರಾಜ್ಯ ಸರ್ಕಾರಗಳು ಯೋಜನೆ ಜಾರಿಗೆ ನಿರ್ಲಕ್ಷ್ಯ ತೋರುತ್ತಿವೆ' ಎಂದು ಆರೋಪಿಸಿದರು.: [14, 1369, 276, 1439]
- issue-date: 10-06-2025 JUNE: [442, 40, 560, 54]
- center-mid-column-2: ಸದನ. 'ಜೈನ ಸಮುದಾಯದ ಆಚಾರ ವಿಚಾರಗಳು ನಮ್ಮ ಮನೆಗಳಲ್ಲಿಯೂ ವೈಜ್ಞಾನಿಕವಾಗಿ ನಮ್ಮ ಸಂಸ್ಕೃತಿಯ ಭಾಗವಾಗಿ ತಿಳಿಯುವ ಕೆಲಸ ಮಾಡಬೇಕಿದೆ' ಎಂದು ಆಶಯ ವ್ಯಕ್ತಪಡಿಸಿದರು. 'ಜಾಗತಿಕ ಸಮುದಾಯಕ್ಕೆ ಶಾಂತಿಯ ಸಂದೇಶ ಸಾರುವಲ್ಲಿ ಜೈನ ಮುನಿಗಳ ಕೊಡುಗೆ ಅಪಾರ. ತ್ಯಾಗ ಹಾಗೂ ಸಂಯಮದ ಬದುಕು ಆದರ್ಶವಾಗಿದೆ' ಎಂದರು. ಸಮಾರಂಭದಲ್ಲಿ ಜನಪ್ರತಿನಿಧಿಗಳು, ಮುನಿಗಳು ಹಾಗೂ ಸಾವಿರಾರು ಭಕ್ತರು ಪಾಲ್ಗೊಂಡಿದ್ದರು.: [416, 595, 544, 713]
- left-bottom-byline: ✎ ಕನ್ನಡ ಜನಶ್ರೀ ಸುದ್ದಿ ಜಾಲ: [80, 1354, 164, 1364]
- right-mid-byline: ✎ ಕನ್ನಡ ಜನಶ್ರೀ ಸುದ್ದಿ ಜಾಲ: [760, 638, 844, 648]
- left-mid-headline: ನ್ಯಾಯ ಸಿಗುವವರೆಗೂ ಹೋರಾಟ ಮುಂದುವರಿಕೆ: [14, 564, 211, 579]
- section-rule-1: [12, 434, 933, 436]
